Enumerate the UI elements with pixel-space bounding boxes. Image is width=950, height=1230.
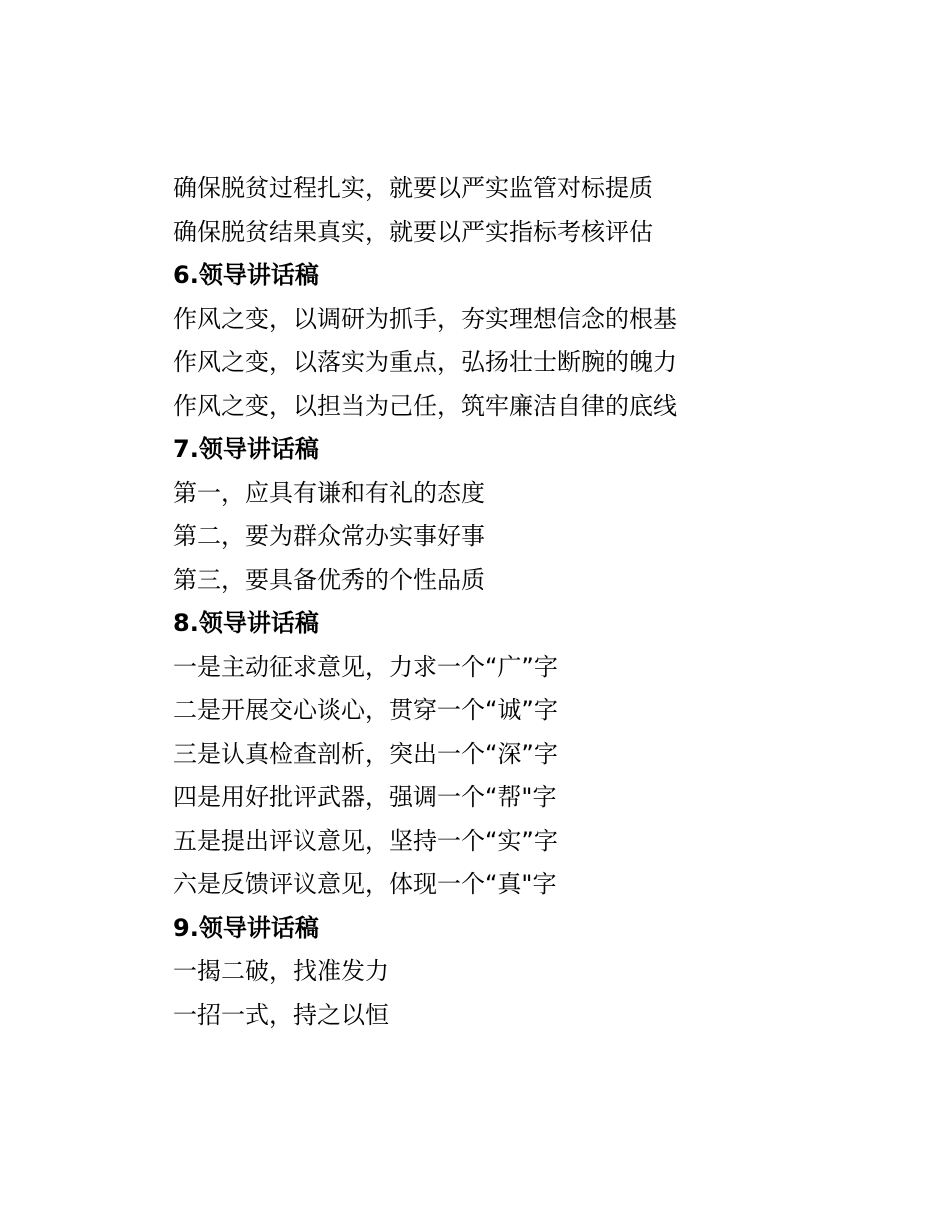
- text-line: 三是认真检查剖析，突出一个“深”字: [173, 739, 558, 768]
- text-line: 一揭二破，找准发力: [173, 957, 389, 985]
- text-line: 确保脱贫过程扎实，就要以严实监管对标提质: [173, 174, 653, 202]
- text-line: 第三，要具备优秀的个性品质: [173, 565, 485, 594]
- text-line: 一招一式，持之以恒: [173, 1000, 389, 1029]
- section-heading: 8.领导讲话稿: [173, 609, 319, 637]
- text-line: 五是提出评议意见，坚持一个“实”字: [173, 826, 558, 855]
- text-line: 确保脱贫结果真实，就要以严实指标考核评估: [173, 217, 653, 246]
- section-heading: 7.领导讲话稿: [173, 435, 319, 463]
- text-line: 第二，要为群众常办实事好事: [173, 522, 485, 550]
- section-heading: 6.领导讲话稿: [173, 261, 319, 289]
- document-body: [173, 167, 873, 1037]
- text-line: 四是用好批评武器，强调一个“帮"字: [173, 783, 557, 811]
- text-line: 二是开展交心谈心，贯穿一个“诚”字: [173, 696, 558, 724]
- text-line: 作风之变，以调研为抓手，夯实理想信念的根基: [173, 304, 677, 333]
- section-heading: 9.领导讲话稿: [173, 913, 319, 942]
- text-line: 第一，应具有谦和有礼的态度: [173, 478, 485, 507]
- text-line: 一是主动征求意见，力求一个“广”字: [173, 652, 558, 681]
- text-line: 作风之变，以落实为重点，弘扬壮士断腕的魄力: [173, 348, 677, 376]
- text-line: 六是反馈评议意见，体现一个“真"字: [173, 870, 557, 898]
- text-line: 作风之变，以担当为己任，筑牢廉洁自律的底线: [173, 391, 677, 420]
